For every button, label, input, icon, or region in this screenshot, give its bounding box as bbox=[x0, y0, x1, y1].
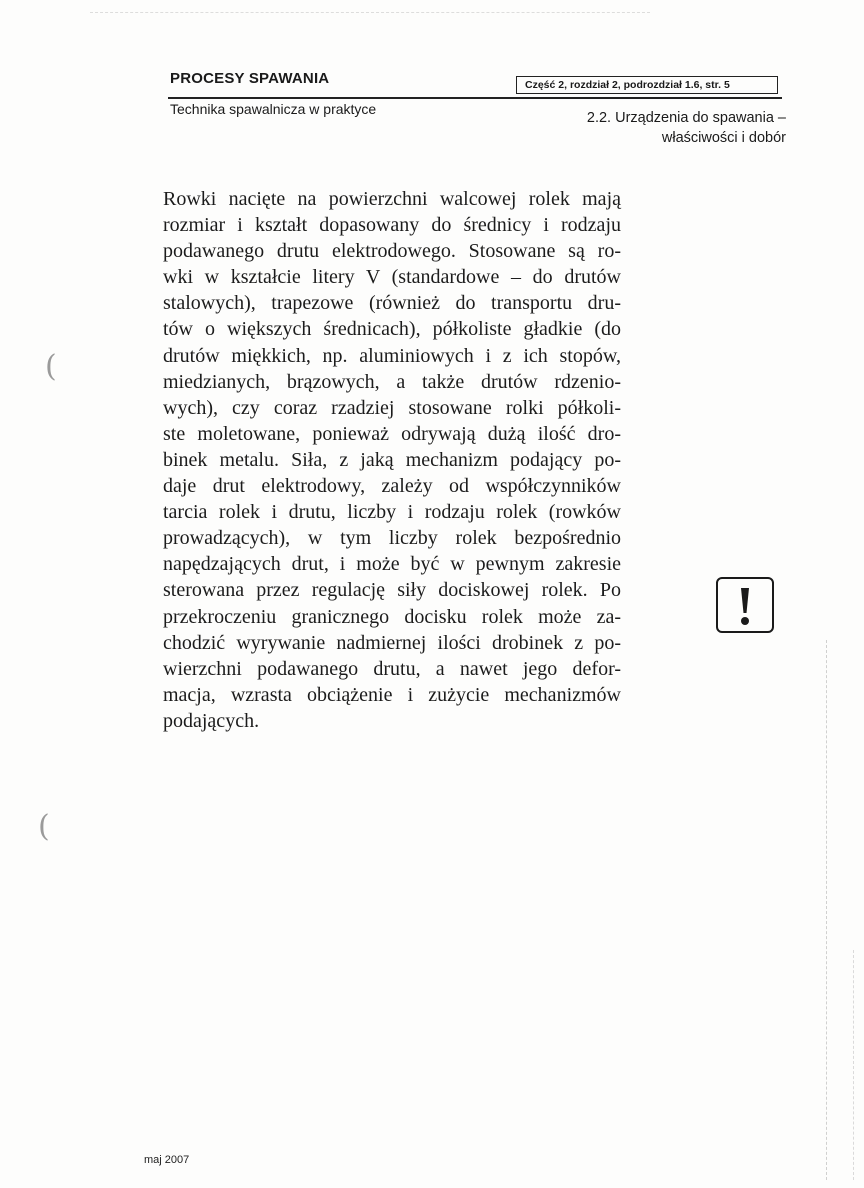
header-divider bbox=[168, 97, 782, 99]
text-line: podawanego drutu elektrodowego. Stosowane są ro- bbox=[163, 240, 621, 263]
text-line: prowadzących), w tym liczby rolek bezpośrednio bbox=[163, 527, 621, 550]
text-line: daje drut elektrodowy, zależy od współczynników bbox=[163, 475, 621, 498]
text-line: wych), czy coraz rzadziej stosowane rolki półkoli- bbox=[163, 396, 621, 419]
text-line: Rowki nacięte na powierzchni walcowej rolek mają bbox=[163, 188, 621, 210]
binder-hole-mark: ( bbox=[38, 809, 50, 844]
footer-date: maj 2007 bbox=[144, 1154, 190, 1166]
text-line: sterowana przez regulację siły dociskowej rolek. Po bbox=[163, 579, 621, 602]
exclamation-icon bbox=[718, 579, 772, 631]
scan-artifact-right-edge bbox=[853, 950, 855, 1180]
text-line: napędzających drut, i może być w pewnym zakresie bbox=[163, 553, 621, 576]
text-line: miedzianych, brązowych, a także drutów rdzenio- bbox=[163, 370, 621, 393]
text-line: przekroczeniu granicznego docisku rolek może za- bbox=[163, 605, 621, 628]
text-line: podających. bbox=[163, 709, 260, 732]
text-line: macja, wzrasta obciążenie i zużycie mechanizmów bbox=[163, 683, 621, 706]
text-line: tów o większych średnicach), półkoliste gładkie (do bbox=[163, 318, 621, 341]
scan-artifact-right bbox=[826, 640, 828, 1180]
section-title-line: 2.2. Urządzenia do spawania – bbox=[586, 110, 786, 126]
text-line: ste moletowane, ponieważ odrywają dużą ilość dro- bbox=[163, 422, 621, 445]
text-line: tarcia rolek i drutu, liczby i rodzaju rolek (rowków bbox=[163, 501, 621, 524]
text-line: drutów miękkich, np. aluminiowych i z ich stopów, bbox=[163, 344, 621, 367]
body-paragraph bbox=[163, 186, 621, 734]
text-line: binek metalu. Siła, z jaką mechanizm podający po- bbox=[163, 448, 621, 471]
text-line: stalowych), trapezowe (również do transportu dru- bbox=[163, 292, 621, 315]
publication-subtitle: Technika spawalnicza w praktyce bbox=[170, 101, 377, 117]
binder-hole-mark: ( bbox=[45, 349, 57, 384]
warning-box bbox=[716, 577, 774, 633]
text-line: rozmiar i kształt dopasowany do średnicy i rodzaju bbox=[163, 214, 621, 237]
text-line: wki w kształcie litery V (standardowe – do drutów bbox=[163, 266, 621, 289]
section-title-line: właściwości i dobór bbox=[661, 130, 786, 146]
text-line: wierzchni podawanego drutu, a nawet jego defor- bbox=[163, 657, 621, 680]
chapter-reference-box: Część 2, rozdział 2, podrozdział 1.6, str. 5 bbox=[516, 76, 778, 94]
section-title bbox=[587, 108, 786, 148]
scan-artifact-top bbox=[90, 12, 650, 14]
page-title: PROCESY SPAWANIA bbox=[170, 70, 330, 87]
text-line: chodzić wyrywanie nadmiernej ilości drobinek z po- bbox=[163, 631, 621, 654]
